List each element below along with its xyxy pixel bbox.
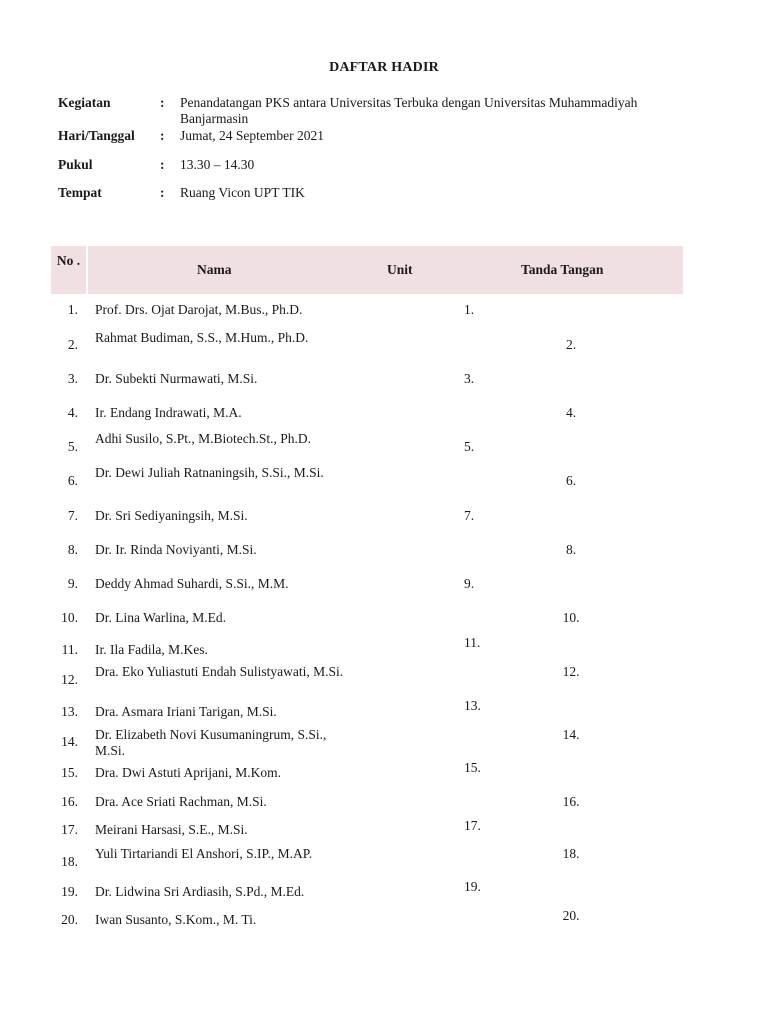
row-number: 3. <box>67 371 78 386</box>
info-colon: : <box>160 185 165 200</box>
row-number: 16. <box>61 794 78 809</box>
row-number: 20. <box>61 912 78 927</box>
attendee-name: Ir. Endang Indrawati, M.A. <box>95 405 242 420</box>
attendee-name: Dr. Lidwina Sri Ardiasih, S.Pd., M.Ed. <box>95 884 305 899</box>
attendee-name: Dr. Dewi Juliah Ratnaningsih, S.Si., M.Si. <box>95 465 324 480</box>
signature-slot: 14. <box>562 727 580 742</box>
signature-slot: 6. <box>565 473 577 488</box>
column-divider <box>86 246 88 294</box>
info-label: Kegiatan <box>58 95 111 110</box>
row-number: 17. <box>61 822 78 837</box>
signature-slot: 13. <box>464 698 481 713</box>
signature-slot: 10. <box>562 610 580 625</box>
header-no: No . <box>56 253 81 268</box>
signature-slot: 2. <box>565 337 577 352</box>
row-number: 15. <box>61 765 78 780</box>
signature-slot: 8. <box>565 542 577 557</box>
attendee-name: Yuli Tirtariandi El Anshori, S.IP., M.AP. <box>95 846 313 861</box>
attendee-name: Iwan Susanto, S.Kom., M. Ti. <box>95 912 257 927</box>
signature-slot: 18. <box>562 846 580 861</box>
attendee-name: Dra. Ace Sriati Rachman, M.Si. <box>95 794 267 809</box>
row-number: 8. <box>67 542 78 557</box>
row-number: 12. <box>61 672 78 687</box>
header-nama: Nama <box>197 262 232 277</box>
attendee-name: Rahmat Budiman, S.S., M.Hum., Ph.D. <box>95 330 309 345</box>
signature-slot: 9. <box>464 576 475 591</box>
signature-slot: 12. <box>562 664 580 679</box>
row-number: 9. <box>67 576 78 591</box>
row-number: 14. <box>61 734 78 749</box>
row-number: 7. <box>67 508 78 523</box>
info-colon: : <box>160 157 165 172</box>
signature-slot: 20. <box>562 908 580 923</box>
signature-slot: 5. <box>464 439 475 454</box>
attendee-name: Prof. Drs. Ojat Darojat, M.Bus., Ph.D. <box>95 302 303 317</box>
row-number: 4. <box>67 405 78 420</box>
info-value: Ruang Vicon UPT TIK <box>180 185 305 200</box>
signature-slot: 1. <box>464 302 475 317</box>
attendee-name: Adhi Susilo, S.Pt., M.Biotech.St., Ph.D. <box>95 431 312 446</box>
row-number: 13. <box>61 704 78 719</box>
attendee-name: Dr. Sri Sediyaningsih, M.Si. <box>95 508 248 523</box>
row-number: 1. <box>67 302 78 317</box>
attendee-name: Dr. Subekti Nurmawati, M.Si. <box>95 371 258 386</box>
info-value: Penandatangan PKS antara Universitas Terbuka dengan Universitas Muhammadiyah Banjarmasin <box>180 95 638 126</box>
info-colon: : <box>160 128 165 143</box>
signature-slot: 16. <box>562 794 580 809</box>
signature-slot: 7. <box>464 508 475 523</box>
attendee-name: Deddy Ahmad Suhardi, S.Si., M.M. <box>95 576 289 591</box>
row-number: 6. <box>67 473 78 488</box>
signature-slot: 17. <box>464 818 481 833</box>
row-number: 2. <box>67 337 78 352</box>
attendee-name: Dra. Eko Yuliastuti Endah Sulistyawati, M.Si. <box>95 664 344 679</box>
attendee-name: Dr. Ir. Rinda Noviyanti, M.Si. <box>95 542 257 557</box>
attendee-name: Meirani Harsasi, S.E., M.Si. <box>95 822 248 837</box>
info-value: 13.30 – 14.30 <box>180 157 255 172</box>
attendee-name: Dra. Asmara Iriani Tarigan, M.Si. <box>95 704 277 719</box>
info-value: Jumat, 24 September 2021 <box>180 128 324 143</box>
signature-slot: 11. <box>464 635 481 650</box>
row-number: 10. <box>61 610 78 625</box>
table-header <box>51 246 683 294</box>
header-unit: Unit <box>387 262 413 277</box>
attendee-name: Dra. Dwi Astuti Aprijani, M.Kom. <box>95 765 281 780</box>
row-number: 5. <box>67 439 78 454</box>
info-label: Tempat <box>58 185 102 200</box>
header-tanda-tangan: Tanda Tangan <box>521 262 604 277</box>
info-label: Hari/Tanggal <box>58 128 135 143</box>
attendee-name: Dr. Elizabeth Novi Kusumaningrum, S.Si., M.Si. <box>95 727 327 758</box>
document-title: DAFTAR HADIR <box>329 60 439 75</box>
row-number: 18. <box>61 854 78 869</box>
row-number: 19. <box>61 884 78 899</box>
info-label: Pukul <box>58 157 93 172</box>
attendee-name: Dr. Lina Warlina, M.Ed. <box>95 610 227 625</box>
row-number: 11. <box>61 642 78 657</box>
info-colon: : <box>160 95 165 110</box>
signature-slot: 19. <box>464 879 481 894</box>
attendee-name: Ir. Ila Fadila, M.Kes. <box>95 642 208 657</box>
signature-slot: 15. <box>464 760 481 775</box>
signature-slot: 3. <box>464 371 475 386</box>
signature-slot: 4. <box>565 405 577 420</box>
